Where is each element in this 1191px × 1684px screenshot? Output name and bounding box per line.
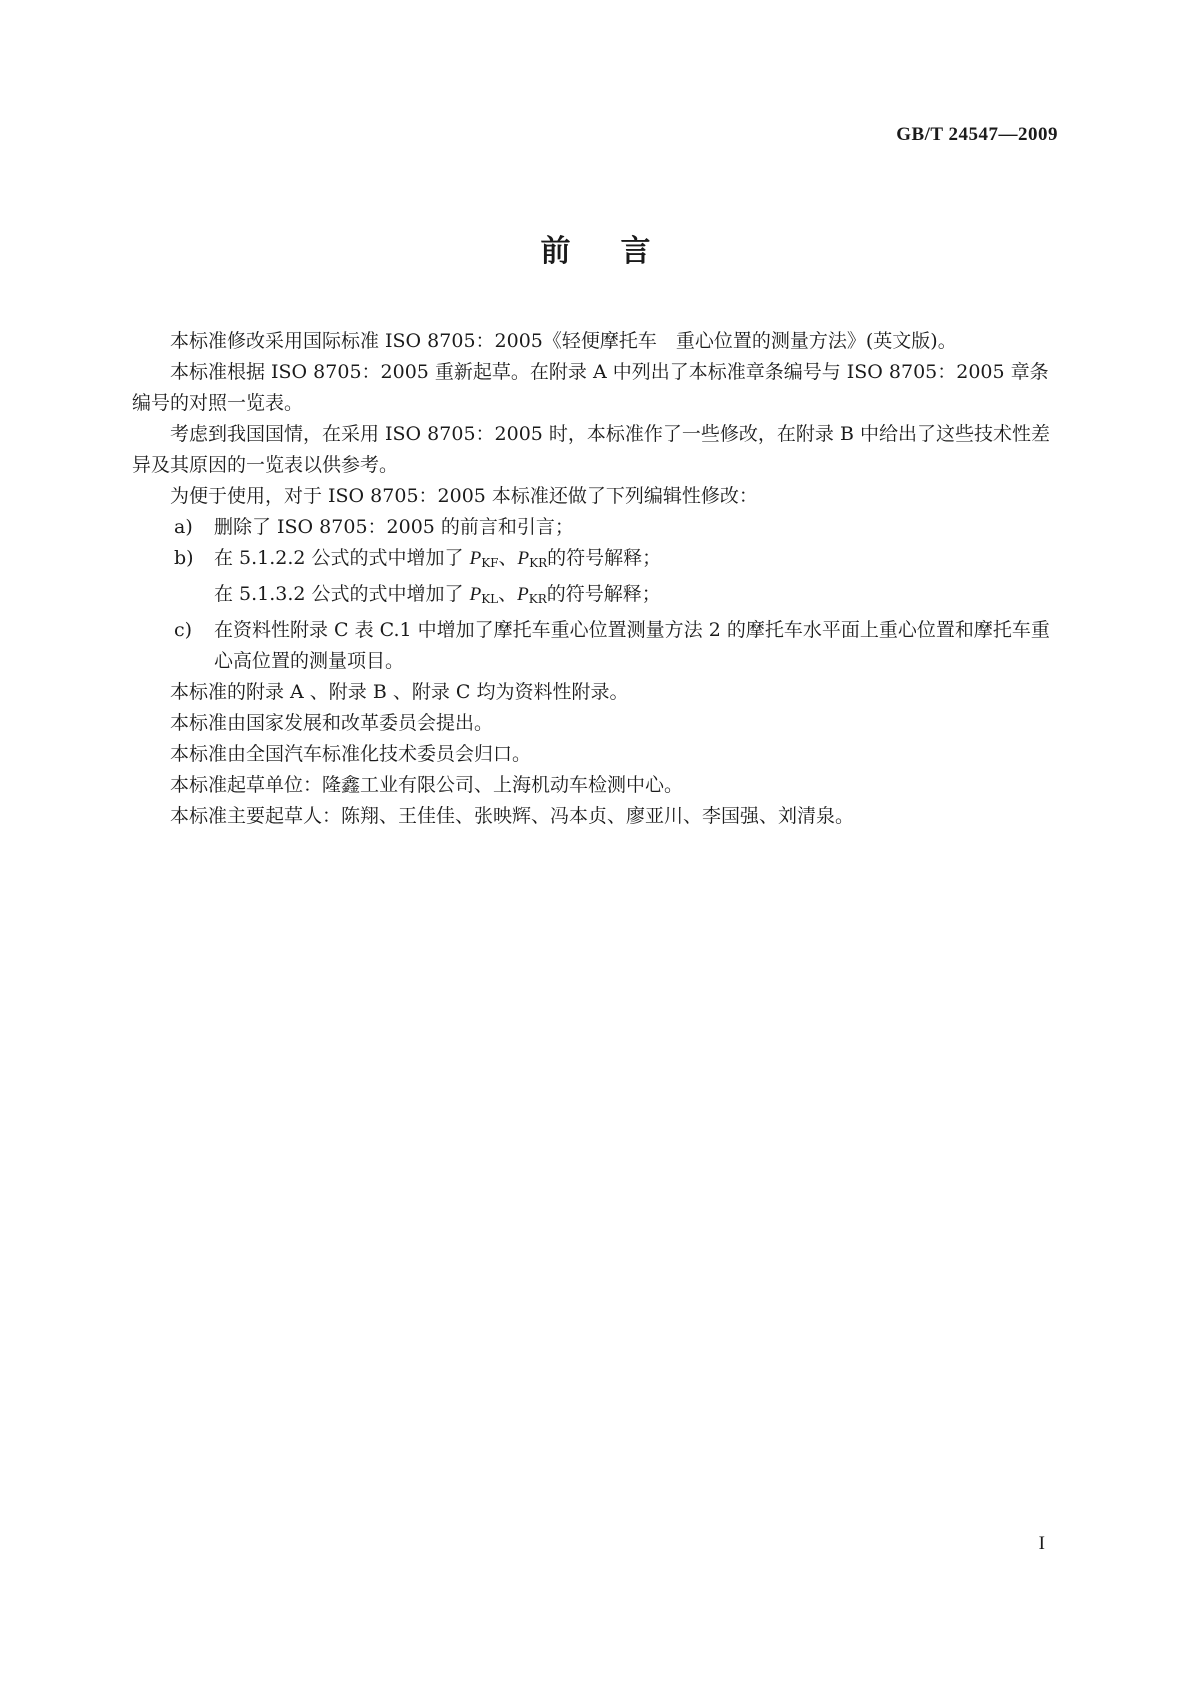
symbol-p-kl xyxy=(470,583,499,605)
paragraph-modifications: 考虑到我国国情，在采用 ISO 8705：2005 时，本标准作了一些修改，在附录 B 中给出了这些技术性差异及其原因的一览表以供参考。 xyxy=(132,423,1050,476)
standard-code: GB/T 24547—2009 xyxy=(896,124,1058,145)
symbol-p-kf xyxy=(470,547,499,569)
foreword-body xyxy=(132,326,1058,832)
page-title: 前言 xyxy=(540,234,701,269)
separator: 、 xyxy=(498,583,518,605)
list-marker: a) xyxy=(174,516,193,538)
list-item-text: 删除了 ISO 8705：2005 的前言和引言； xyxy=(214,516,574,538)
list-item-b xyxy=(132,543,1058,579)
list-item-text: 在资料性附录 C 表 C.1 中增加了摩托车重心位置测量方法 2 的摩托车水平面上重心位置和摩托车重心高位置的测量项目。 xyxy=(214,619,1050,672)
text-segment: 在 5.1.3.2 公式的式中增加了 xyxy=(214,583,470,605)
paragraph-committee: 本标准由全国汽车标准化技术委员会归口。 xyxy=(170,743,532,765)
list-item-a xyxy=(132,512,1058,543)
symbol-letter: P xyxy=(469,548,482,569)
paragraph-drafting-units: 本标准起草单位：隆鑫工业有限公司、上海机动车检测中心。 xyxy=(170,774,684,796)
symbol-subscript: KF xyxy=(481,556,499,570)
symbol-p-kr xyxy=(518,547,548,569)
text-segment: 在 5.1.2.2 公式的式中增加了 xyxy=(214,547,470,569)
symbol-subscript: KL xyxy=(481,592,499,606)
symbol-subscript: KR xyxy=(529,556,548,570)
paragraph-proposer: 本标准由国家发展和改革委员会提出。 xyxy=(170,712,494,734)
list-item-c xyxy=(132,615,1058,677)
paragraph-drafters: 本标准主要起草人：陈翔、王佳佳、张映辉、冯本贞、廖亚川、李国强、刘清泉。 xyxy=(170,805,855,827)
symbol-subscript: KR xyxy=(528,592,547,606)
symbol-letter: P xyxy=(517,584,529,605)
page-number: I xyxy=(1038,1533,1045,1554)
symbol-letter: P xyxy=(517,548,530,569)
paragraph-annexes: 本标准的附录 A 、附录 B 、附录 C 均为资料性附录。 xyxy=(170,681,629,703)
separator: 、 xyxy=(498,547,518,569)
list-marker: c) xyxy=(174,619,193,641)
list-item-text xyxy=(214,543,1058,579)
text-segment: 的符号解释； xyxy=(547,547,662,569)
list-item-b-continuation xyxy=(132,579,1058,615)
symbol-p-kr xyxy=(517,583,547,605)
list-marker: b) xyxy=(174,547,194,569)
text-segment: 的符号解释； xyxy=(546,583,661,605)
paragraph-redrafting: 本标准根据 ISO 8705：2005 重新起草。在附录 A 中列出了本标准章条编号与 ISO 8705：2005 章条编号的对照一览表。 xyxy=(132,361,1049,414)
paragraph-adoption: 本标准修改采用国际标准 ISO 8705：2005《轻便摩托车 重心位置的测量方法》(英文版)。 xyxy=(170,330,957,352)
symbol-letter: P xyxy=(469,584,482,605)
paragraph-editorial: 为便于使用，对于 ISO 8705：2005 本标准还做了下列编辑性修改： xyxy=(170,485,758,507)
